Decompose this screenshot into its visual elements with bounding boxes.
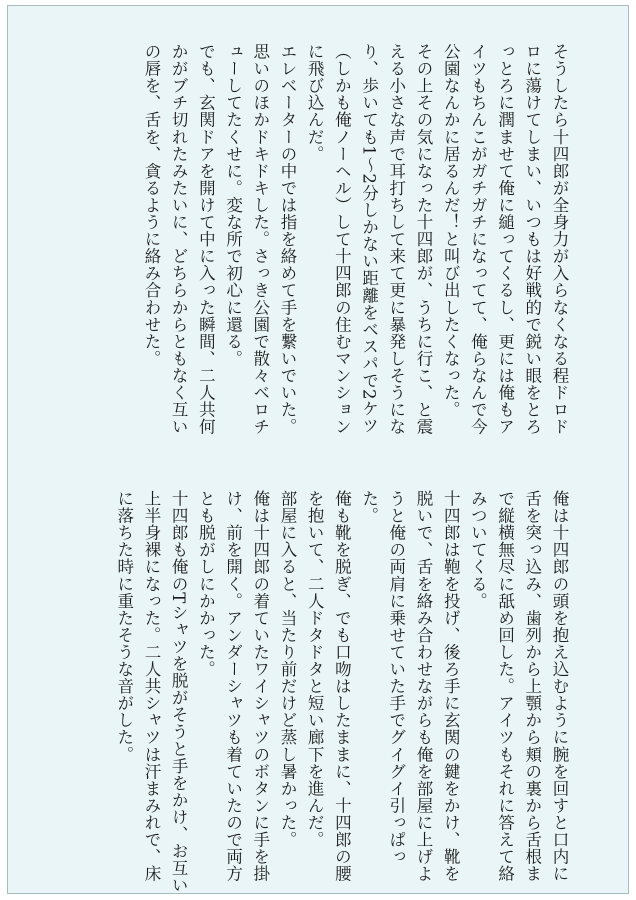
paragraph: 十四郎は鞄を投げ、後ろ手に玄関の鍵をかけ、靴を脱いで、舌を絡み合わせながらも俺を部屋に上げようと俺の両肩に乗せていた手でグイグイ引っぱった。	[359, 490, 461, 883]
lower-text-block	[113, 490, 573, 895]
paragraph: 俺も靴を脱ぎ、でも口吻はしたままに、十四郎の腰を抱いて、二人ドタドタと短い廊下を進んだ。	[305, 490, 352, 883]
paragraph: 十四郎も俺のTシャツを脱がそうと手をかけ、お互い上半身裸になった。二人共シャツは汗まみれで、床に落ちた時に重たそうな音がした。	[114, 490, 189, 894]
paragraph: 俺は十四郎の頭を抱え込むように腕を回すと口内に舌を突っ込み、歯列から上顎から頬の裏から舌根まで縦横無尽に舐め回した。アイツもそれに答えて絡みついてくる。	[468, 490, 569, 883]
paragraph: そうしたら十四郎が全身力が入らなくなる程ドロドロに蕩けてしまい、いつもは好戦的で鋭い眼をとろっとろに潤ませて俺に縋ってくるし、更には俺もアイツもちんこがガチガチになってて、俺らなんで今公園なんかに居るんだ！と叫び出したくなった。	[441, 43, 569, 436]
paragraph: 俺は十四郎の着ていたワイシャツのボタンに手を掛け、前を開く。アンダーシャツも着ていたので両方とも脱がしにかかった。	[196, 490, 270, 883]
paragraph: その上その気になった十四郎が、うちに行こ、と震える小さな声で耳打ちして来て更に暴発しそうになり、歩いても1〜2分しかない距離をベスパで2ケツ（しかも俺ノーヘル）して十四郎の住むマンションに飛び込んだ。	[305, 43, 433, 436]
paragraph: 部屋に入ると、当たり前だけど蒸し暑かった。	[277, 490, 297, 849]
paragraph: エレベーターの中では指を絡めて手を繋いでいた。思いのほかドキドキした。さっき公園で散々ベロチューしてたくせに。変な所で初心に還る。	[223, 43, 297, 436]
paragraph: でも、玄関ドアを開けて中に入った瞬間、二人共何かがブチ切れたみたいに、どちらからともなく互いの唇を、舌を、貪るように絡み合わせた。	[141, 43, 216, 436]
upper-text-block	[113, 43, 573, 448]
manga-text-page	[7, 5, 629, 894]
